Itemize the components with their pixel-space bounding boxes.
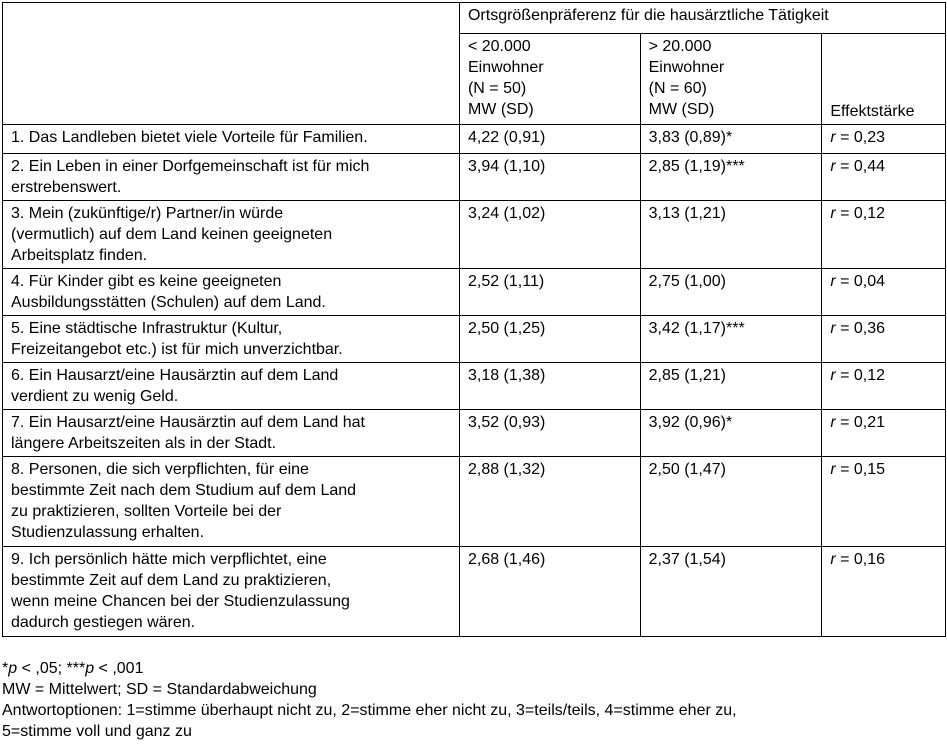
item-cell: 5. Eine städtische Infrastruktur (Kultur, Freizeitangebot etc.) ist für mich unverzichtbar.: [3, 316, 460, 363]
header-row-group: [3, 3, 946, 34]
table-row: [3, 410, 946, 457]
large-town-value: 3,42 (1,17)***: [640, 316, 822, 363]
table-row: [3, 201, 946, 269]
small-town-value: 3,24 (1,02): [459, 201, 640, 269]
large-town-value: 3,92 (0,96)*: [640, 410, 822, 457]
effect-size-value: r = 0,15: [822, 457, 946, 547]
effect-size-value: r = 0,16: [822, 547, 946, 637]
item-cell: 6. Ein Hausarzt/eine Hausärztin auf dem Land verdient zu wenig Geld.: [3, 363, 460, 410]
table-row: [3, 269, 946, 316]
effect-size-value: r = 0,36: [822, 316, 946, 363]
effect-size-value: r = 0,44: [822, 154, 946, 201]
abbreviation-note: MW = Mittelwert; SD = Standardabweichung: [2, 681, 317, 698]
effect-size-value: r = 0,21: [822, 410, 946, 457]
effect-size-value: r = 0,12: [822, 201, 946, 269]
item-cell: 8. Personen, die sich verpflichten, für eine bestimmte Zeit nach dem Studium auf dem Land zu praktizieren, sollten Vorteile bei der Studienzulassung erhalten.: [3, 457, 460, 547]
small-town-value: 3,18 (1,38): [459, 363, 640, 410]
large-town-value: 2,85 (1,21): [640, 363, 822, 410]
item-cell: 3. Mein (zukünftige/r) Partner/in würde (vermutlich) auf dem Land keinen geeigneten Arbeitsplatz finden.: [3, 201, 460, 269]
table-row: [3, 547, 946, 637]
effect-size-value: r = 0,04: [822, 269, 946, 316]
results-table: [2, 2, 946, 637]
table-row: [3, 363, 946, 410]
small-town-value: 2,88 (1,32): [459, 457, 640, 547]
item-cell: 7. Ein Hausarzt/eine Hausärztin auf dem Land hat längere Arbeitszeiten als in der Stadt.: [3, 410, 460, 457]
answer-options-note: Antwortoptionen: 1=stimme überhaupt nicht zu, 2=stimme eher nicht zu, 3=teils/teils, 4=stimme eher zu,: [2, 702, 737, 719]
large-town-value: 3,13 (1,21): [640, 201, 822, 269]
item-cell: 9. Ich persönlich hätte mich verpflichtet, eine bestimmte Zeit auf dem Land zu praktizieren, wenn meine Chancen bei der Studienzulassung dadurch gestiegen wären.: [3, 547, 460, 637]
large-town-value: 3,83 (0,89)*: [640, 125, 822, 154]
item-cell: 2. Ein Leben in einer Dorfgemeinschaft ist für mich erstrebenswert.: [3, 154, 460, 201]
header-empty-cell: [3, 3, 460, 125]
header-col-small-towns: < 20.000 Einwohner (N = 50) MW (SD): [459, 34, 640, 125]
table-row: [3, 125, 946, 154]
small-town-value: 2,52 (1,11): [459, 269, 640, 316]
large-town-value: 2,37 (1,54): [640, 547, 822, 637]
small-town-value: 3,94 (1,10): [459, 154, 640, 201]
small-town-value: 2,68 (1,46): [459, 547, 640, 637]
small-town-value: 4,22 (0,91): [459, 125, 640, 154]
table-row: [3, 316, 946, 363]
large-town-value: 2,85 (1,19)***: [640, 154, 822, 201]
effect-size-value: r = 0,12: [822, 363, 946, 410]
small-town-value: 3,52 (0,93): [459, 410, 640, 457]
significance-note: *p < ,05; ***p < ,001: [2, 660, 144, 677]
header-col-large-towns: > 20.000 Einwohner (N = 60) MW (SD): [640, 34, 822, 125]
table-row: [3, 457, 946, 547]
table-notes: [2, 658, 942, 742]
effect-size-value: r = 0,23: [822, 125, 946, 154]
large-town-value: 2,75 (1,00): [640, 269, 822, 316]
item-cell: 4. Für Kinder gibt es keine geeigneten Ausbildungsstätten (Schulen) auf dem Land.: [3, 269, 460, 316]
group-title: Ortsgrößenpräferenz für die hausärztliche Tätigkeit: [459, 3, 945, 34]
large-town-value: 2,50 (1,47): [640, 457, 822, 547]
table-row: [3, 154, 946, 201]
answer-options-note-cont: 5=stimme voll und ganz zu: [2, 723, 192, 740]
small-town-value: 2,50 (1,25): [459, 316, 640, 363]
item-cell: 1. Das Landleben bietet viele Vorteile für Familien.: [3, 125, 460, 154]
header-col-effect-size: Effektstärke: [822, 34, 946, 125]
